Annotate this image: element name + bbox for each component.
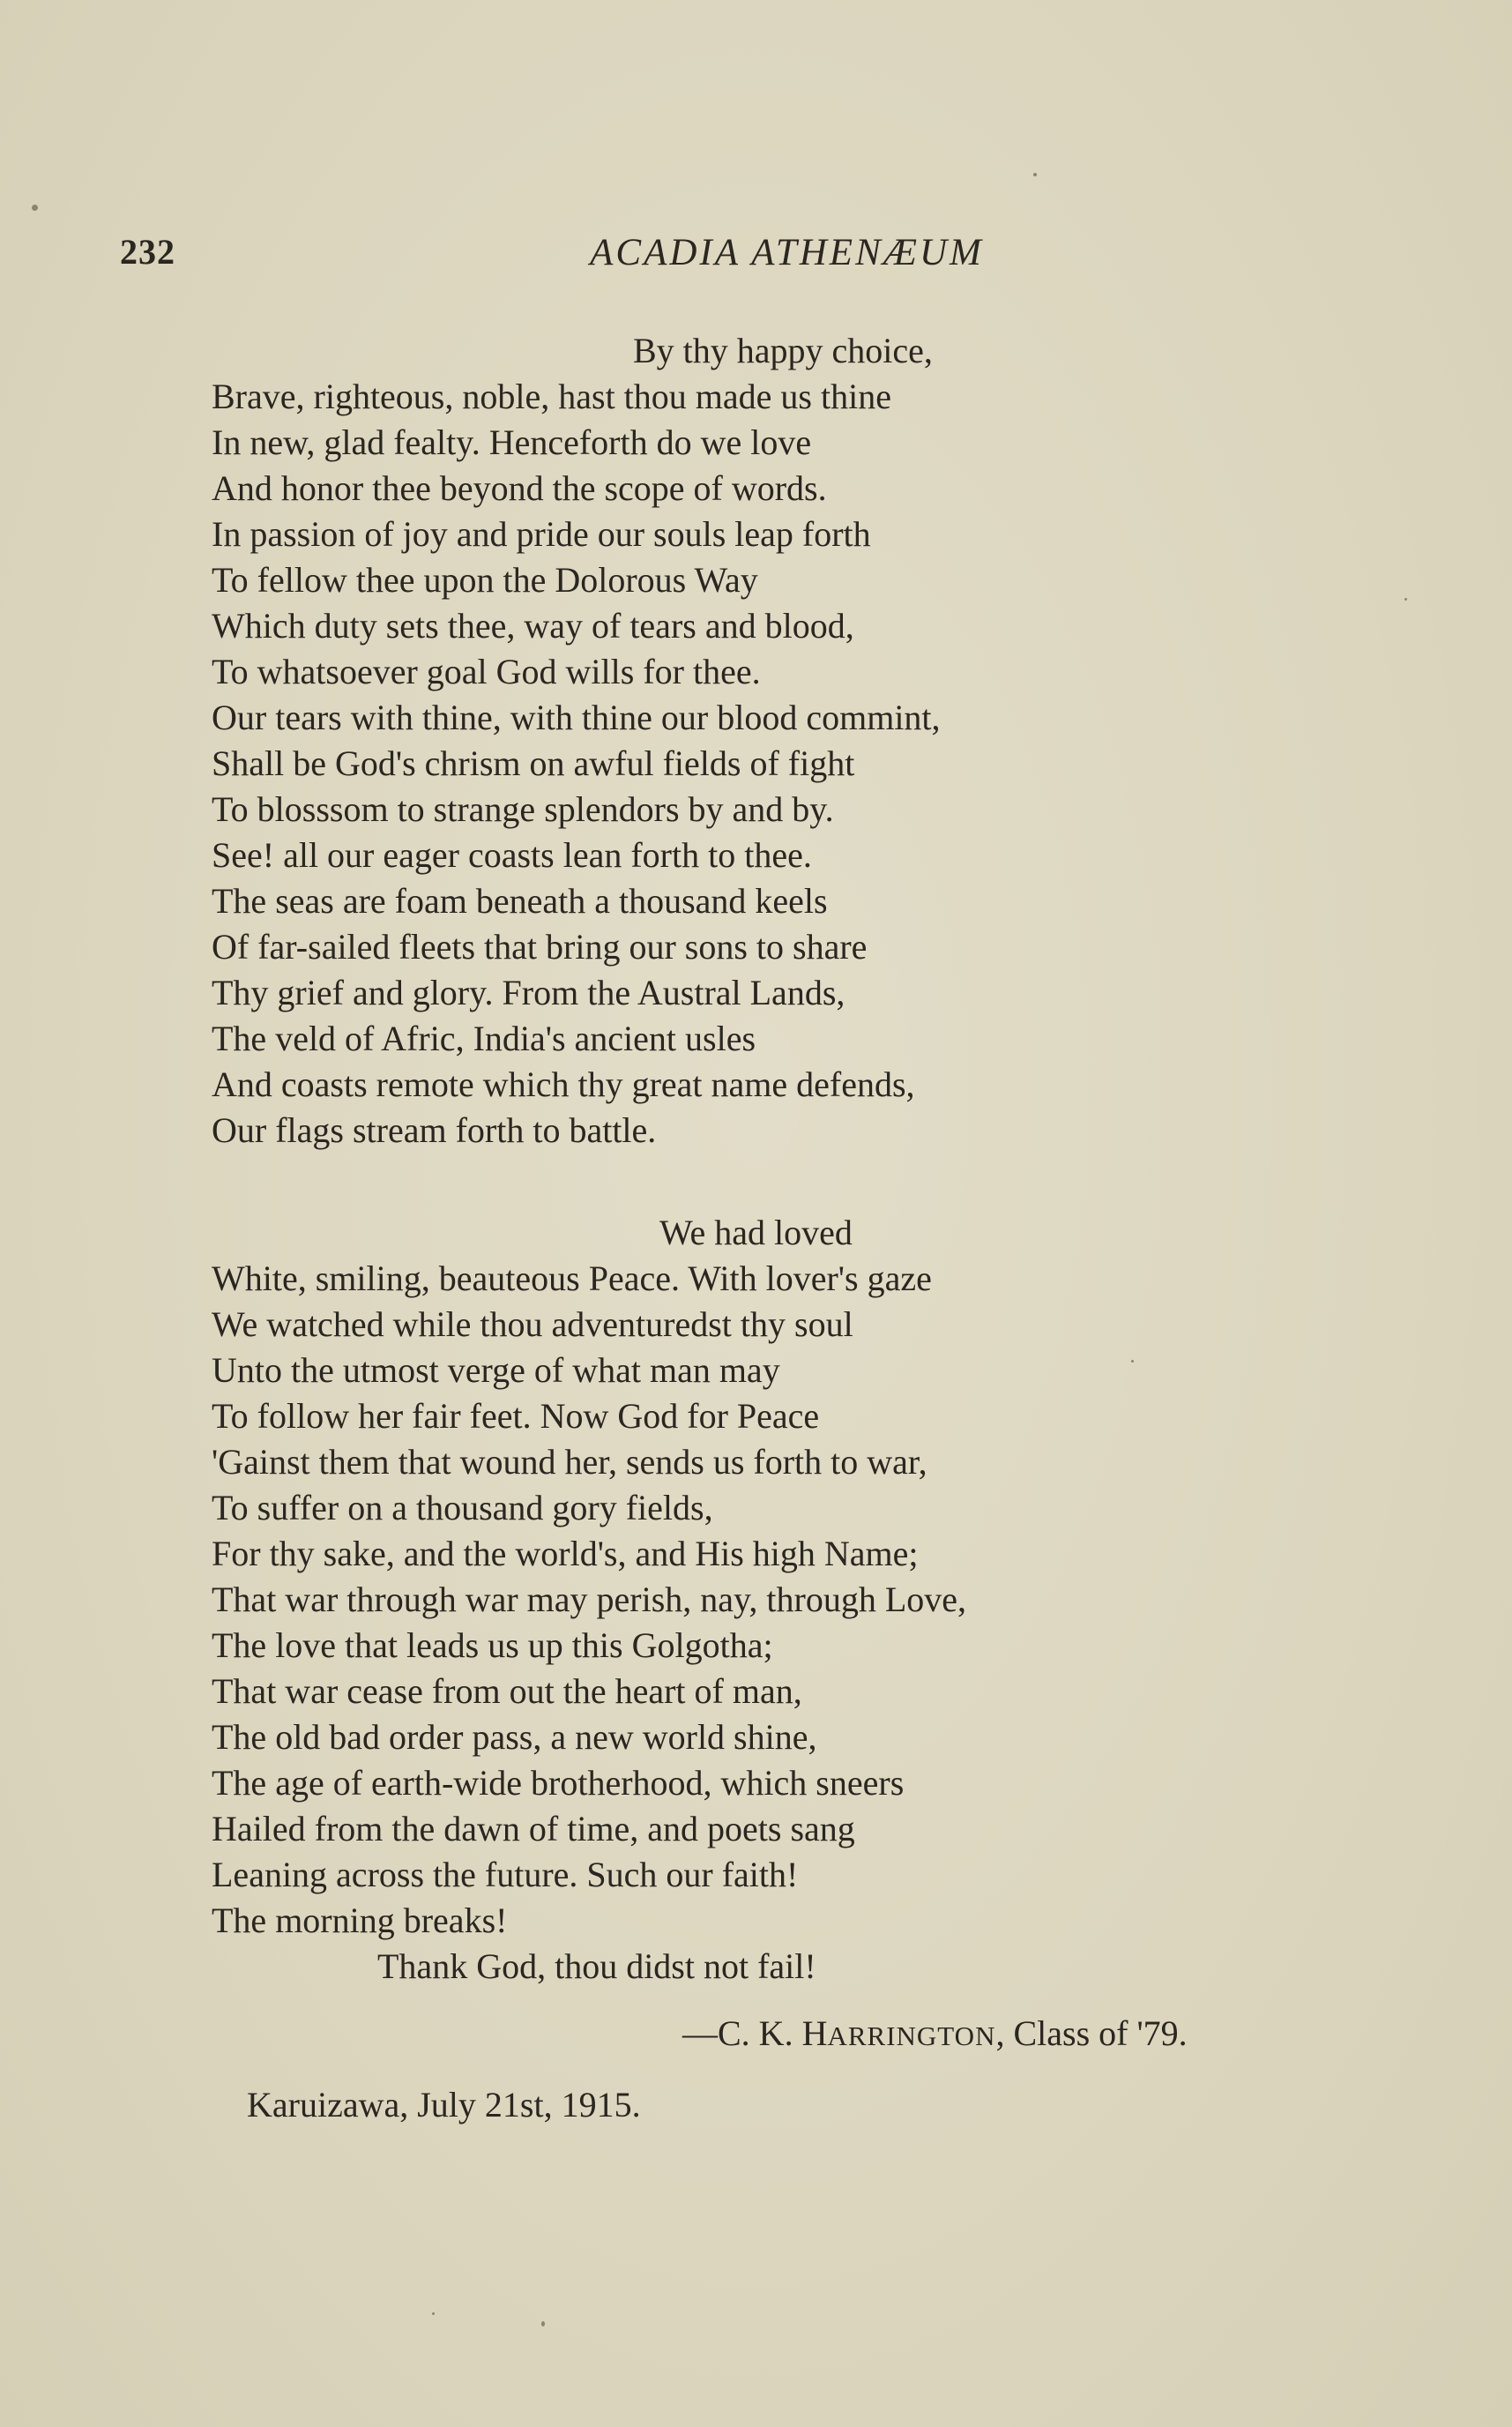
place-date: Karuizawa, July 21st, 1915.: [247, 2085, 641, 2125]
poem-line: That war cease from out the heart of man,: [212, 1671, 802, 1711]
poem-line: We had loved: [659, 1213, 853, 1252]
paper-speck: [1131, 1360, 1134, 1363]
poem-line: See! all our eager coasts lean forth to thee.: [212, 835, 812, 875]
poem-line: White, smiling, beauteous Peace. With lover's gaze: [212, 1258, 932, 1298]
attribution-name-initial: H: [801, 2013, 828, 2053]
poem-line: To blosssom to strange splendors by and by.: [212, 789, 834, 829]
running-head: ACADIA ATHENÆUM: [590, 232, 984, 273]
poem-line: To whatsoever goal God wills for thee.: [212, 652, 761, 691]
poem-stanza-2: [212, 1210, 966, 1990]
poem-line: In new, glad fealty. Henceforth do we love: [212, 422, 812, 462]
poem-line: Of far-sailed fleets that bring our sons to share: [212, 927, 868, 967]
poem-line: To follow her fair feet. Now God for Peace: [212, 1396, 820, 1436]
poem-stanza-1: [212, 328, 941, 1154]
poem-line: Our tears with thine, with thine our blood commint,: [212, 698, 941, 737]
poem-line: Thy grief and glory. From the Austral Lands,: [212, 973, 845, 1012]
poem-line: 'Gainst them that wound her, sends us forth to war,: [212, 1442, 927, 1482]
poem-line: By thy happy choice,: [633, 331, 933, 370]
poem-line: Unto the utmost verge of what man may: [212, 1350, 780, 1390]
poem-line: To suffer on a thousand gory fields,: [212, 1488, 713, 1527]
poem-line: The morning breaks!: [212, 1901, 508, 1940]
poem-line: The love that leads us up this Golgotha;: [212, 1625, 773, 1665]
poem-line: Shall be God's chrism on awful fields of fight: [212, 743, 855, 783]
poem-line: Hailed from the dawn of time, and poets sang: [212, 1809, 855, 1848]
paper-speck: [541, 2321, 545, 2326]
poem-line: For thy sake, and the world's, and His high Name;: [212, 1534, 919, 1573]
attribution: [682, 2013, 1188, 2054]
paper-speck: [32, 205, 38, 211]
poem-line: Brave, righteous, noble, hast thou made us thine: [212, 377, 891, 416]
poem-line: The veld of Afric, India's ancient usles: [212, 1019, 756, 1058]
attribution-suffix: , Class of '79.: [995, 2013, 1188, 2053]
poem-line: And honor thee beyond the scope of words.: [212, 468, 827, 508]
poem-line: Thank God, thou didst not fail!: [377, 1946, 816, 1986]
attribution-prefix: —C. K.: [682, 2013, 802, 2053]
poem-line: That war through war may perish, nay, through Love,: [212, 1579, 967, 1619]
attribution-name-rest: ARRINGTON: [827, 2020, 996, 2051]
paper-speck: [432, 2312, 435, 2315]
poem-line: Leaning across the future. Such our faith!: [212, 1855, 799, 1894]
poem-line: To fellow thee upon the Dolorous Way: [212, 560, 758, 600]
poem-line: The age of earth-wide brotherhood, which sneers: [212, 1763, 905, 1803]
poem-line: Which duty sets thee, way of tears and blood,: [212, 606, 854, 646]
page-number: 232: [120, 232, 175, 272]
poem-line: Our flags stream forth to battle.: [212, 1110, 657, 1150]
poem-line: We watched while thou adventuredst thy soul: [212, 1304, 853, 1344]
poem-line: In passion of joy and pride our souls leap forth: [212, 514, 871, 554]
paper-speck: [1033, 173, 1037, 176]
poem-line: The seas are foam beneath a thousand keels: [212, 881, 828, 921]
paper-speck: [1404, 598, 1407, 601]
poem-line: And coasts remote which thy great name defends,: [212, 1064, 915, 1104]
poem-line: The old bad order pass, a new world shine,: [212, 1717, 817, 1757]
